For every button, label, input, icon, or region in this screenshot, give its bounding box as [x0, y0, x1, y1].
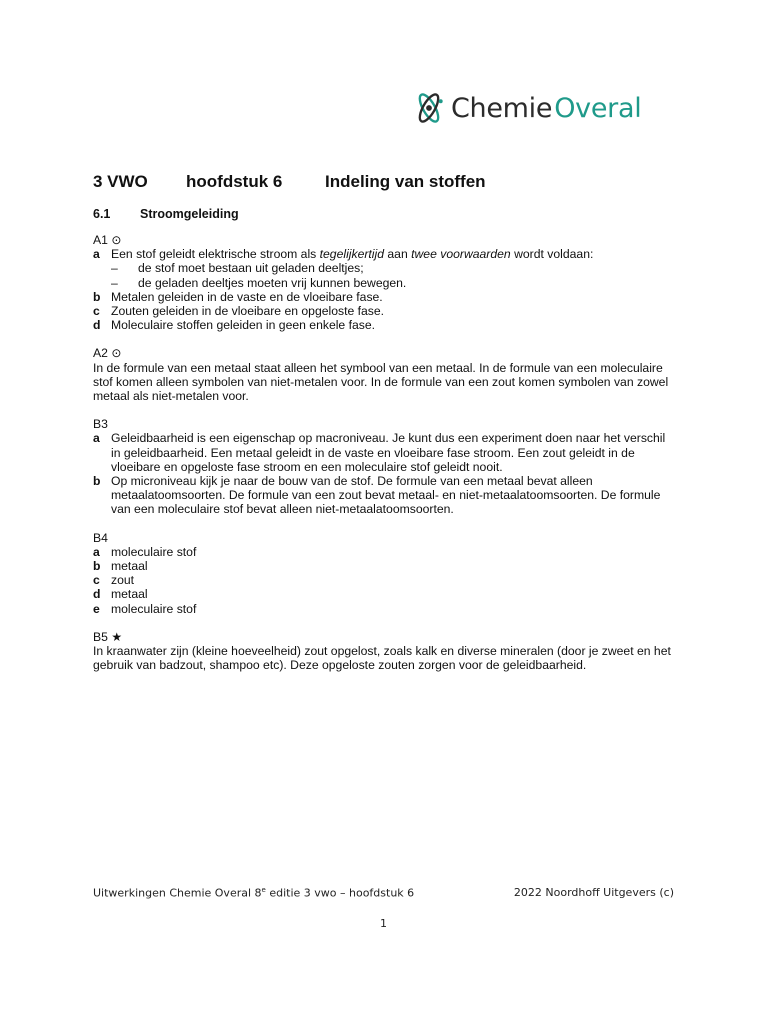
item-label: a [93, 431, 100, 446]
item-text: Moleculaire stoffen geleiden in geen enkele fase. [111, 318, 376, 333]
item-label: a [93, 247, 100, 262]
answer-item [93, 602, 675, 616]
item-label: e [93, 601, 100, 616]
page-number: 1 [380, 917, 387, 930]
page-title [93, 172, 486, 192]
item-text: metaal [111, 587, 148, 602]
item-text: Op microniveau kijk je naar de bouw van de stof. De formule van een metaal bevat alleen metaalatoomsoorten. De formule van een zout bevat metaal- en niet-metaalatoomsoorten. De formule van een moleculaire stof bevat alleen niet-metaalatoomsoorten. [111, 474, 661, 517]
title-level: 3 VWO [93, 172, 148, 191]
item-label: c [93, 573, 100, 588]
answer-text: In kraanwater zijn (kleine hoeveelheid) zout opgelost, zoals kalk en diverse mineralen (door je zweet en het gebruik van badzout, shampoo etc). Deze opgeloste zouten zorgen voor de geleidbaarheid. [93, 644, 671, 673]
question-label: A1 ⊙ [93, 233, 122, 247]
item-text: Geleidbaarheid is een eigenschap op macroniveau. Je kunt dus een experiment doen naar het verschil in geleidbaarheid. Een metaal geleidt in de vaste en vloeibare fase stroom. Een zout geleidt in de vloeibare en opgeloste fase stroom en een moleculaire stof geleidt nooit. [111, 431, 666, 474]
answer-item [93, 545, 675, 559]
answer-item [93, 559, 675, 573]
item-text: Een stof geleidt elektrische stroom als tegelijkertijd aan twee voorwaarden wordt voldaan: [111, 247, 594, 262]
condition-item [93, 276, 675, 290]
answer-item [93, 304, 675, 318]
item-label: a [93, 544, 100, 559]
condition-item [93, 261, 675, 275]
question-b4 [93, 531, 675, 616]
question-b3 [93, 417, 675, 516]
atom-icon [411, 90, 447, 126]
question-a1 [93, 233, 675, 332]
item-text: metaal [111, 559, 148, 574]
item-text: moleculaire stof [111, 601, 197, 616]
item-text: Zouten geleiden in de vloeibare en opgeloste fase. [111, 304, 385, 319]
item-label: b [93, 289, 101, 304]
logo-chemie: Chemie [451, 92, 553, 124]
item-text: moleculaire stof [111, 544, 197, 559]
logo-text [451, 93, 641, 124]
section-number: 6.1 [93, 207, 111, 221]
question-b5 [93, 630, 675, 673]
chemie-overal-logo [411, 90, 641, 126]
item-text: zout [111, 573, 135, 588]
section-heading [93, 207, 239, 221]
answer-item [93, 573, 675, 587]
item-text: Metalen geleiden in de vaste en de vloeibare fase. [111, 289, 383, 304]
footer-left: Uitwerkingen Chemie Overal 8e editie 3 vwo – hoofdstuk 6 [93, 886, 415, 900]
item-label: b [93, 559, 101, 574]
title-topic: Indeling van stoffen [325, 172, 486, 191]
dash-marker: – [111, 275, 118, 290]
section-title: Stroomgeleiding [140, 207, 239, 221]
question-label: B3 [93, 417, 108, 432]
target-icon: ⊙ [111, 233, 122, 247]
item-label: c [93, 304, 100, 319]
question-label: B4 [93, 530, 108, 545]
answer-item [93, 431, 675, 474]
question-label: B5 ★ [93, 629, 123, 644]
title-chapter: hoofdstuk 6 [186, 172, 283, 191]
question-label: A2 ⊙ [93, 346, 122, 361]
answer-text: In de formule van een metaal staat alleen het symbool van een metaal. In de formule van een moleculaire stof komen alleen symbolen van niet-metalen voor. In de formule van een zout komen symbolen van zowel metaal als niet-metalen voor. [93, 360, 669, 404]
footer-right: 2022 Noordhoff Uitgevers (c) [513, 886, 674, 899]
logo-overal: Overal [554, 92, 642, 124]
item-label: d [93, 587, 101, 602]
item-label: b [93, 474, 101, 489]
dash-marker: – [111, 261, 118, 276]
target-icon: ⊙ [111, 346, 122, 361]
condition-text: de geladen deeltjes moeten vrij kunnen bewegen. [138, 275, 407, 290]
item-label: d [93, 318, 101, 333]
answers-content [93, 233, 675, 672]
answer-item [93, 474, 675, 517]
star-icon: ★ [111, 629, 123, 644]
answer-item [93, 247, 675, 261]
condition-text: de stof moet bestaan uit geladen deeltjes; [138, 261, 364, 276]
answer-item [93, 290, 675, 304]
question-a2 [93, 346, 675, 403]
answer-item [93, 587, 675, 601]
answer-item [93, 318, 675, 332]
